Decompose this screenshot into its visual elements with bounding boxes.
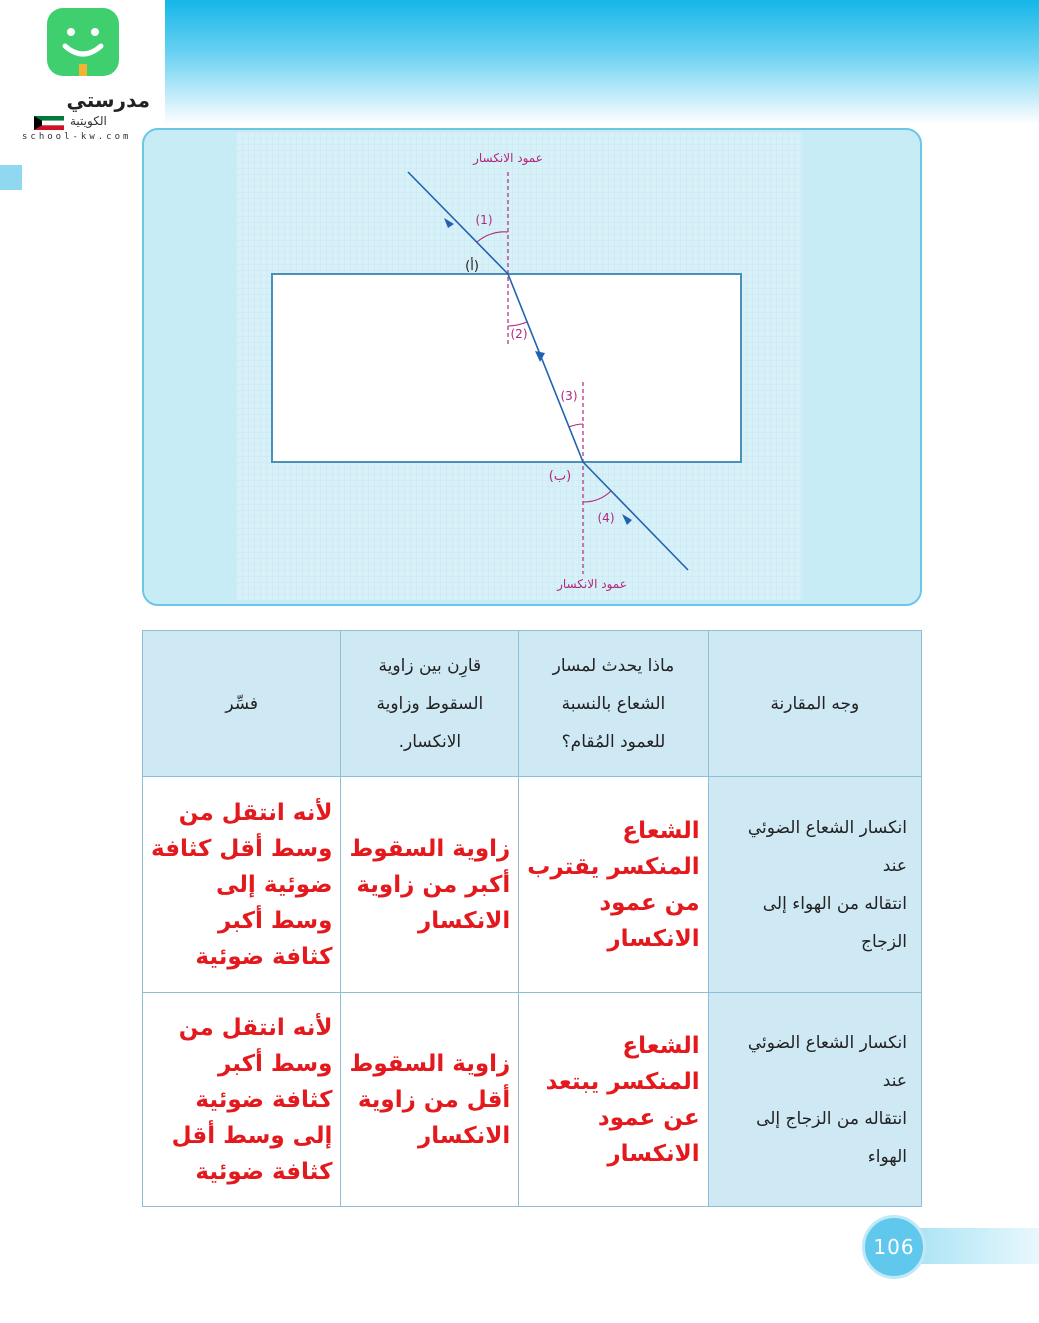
brand-name: مدرستي (66, 88, 150, 112)
answer-explain: لأنه انتقل من وسط أكبر كثافة ضوئية إلى وسط أقل كثافة ضوئية (143, 993, 341, 1207)
brand-domain: school-kw.com (22, 132, 132, 142)
brand-logo (0, 0, 165, 165)
header-compare: قارِن بين زاوية السقوط وزاوية الانكسار. (341, 631, 519, 777)
point-label-b: (ب) (548, 469, 572, 484)
answer-compare: زاوية السقوط أقل من زاوية الانكسار (341, 993, 519, 1207)
logo-icon (47, 8, 119, 76)
angle-label-2: (2) (510, 327, 528, 341)
kuwait-flag-icon (34, 116, 64, 130)
angle-label-3: (3) (560, 389, 578, 403)
angle-label-1: (1) (475, 213, 493, 227)
point-label-a: (أ) (465, 259, 479, 274)
angle-label-4: (4) (597, 511, 615, 525)
row-label: انكسار الشعاع الضوئي عند انتقاله من الزجاج إلى الهواء (708, 993, 921, 1207)
normal-label-top: عمود الانكسار (473, 151, 543, 165)
brand-sub: الكويتية (70, 114, 107, 128)
page-number: 106 (862, 1215, 926, 1279)
answer-compare: زاوية السقوط أكبر من زاوية الانكسار (341, 777, 519, 993)
header-aspect: وجه المقارنة (708, 631, 921, 777)
comparison-table (142, 630, 922, 1207)
row-label: انكسار الشعاع الضوئي عند انتقاله من الهواء إلى الزجاج (708, 777, 921, 993)
table-header-row (143, 631, 922, 777)
answer-explain: لأنه انتقل من وسط أقل كثافة ضوئية إلى وسط أكبر كثافة ضوئية (143, 777, 341, 993)
normal-label-bottom: عمود الانكسار (557, 577, 627, 591)
header-path: ماذا يحدث لمسار الشعاع بالنسبة للعمود المُقام؟ (519, 631, 708, 777)
answer-path: الشعاع المنكسر يبتعد عن عمود الانكسار (519, 993, 708, 1207)
table-row (143, 993, 922, 1207)
refraction-diagram (236, 132, 802, 600)
table-row (143, 777, 922, 993)
header-explain: فسِّر (143, 631, 341, 777)
answer-path: الشعاع المنكسر يقترب من عمود الانكسار (519, 777, 708, 993)
glass-block (272, 274, 741, 462)
